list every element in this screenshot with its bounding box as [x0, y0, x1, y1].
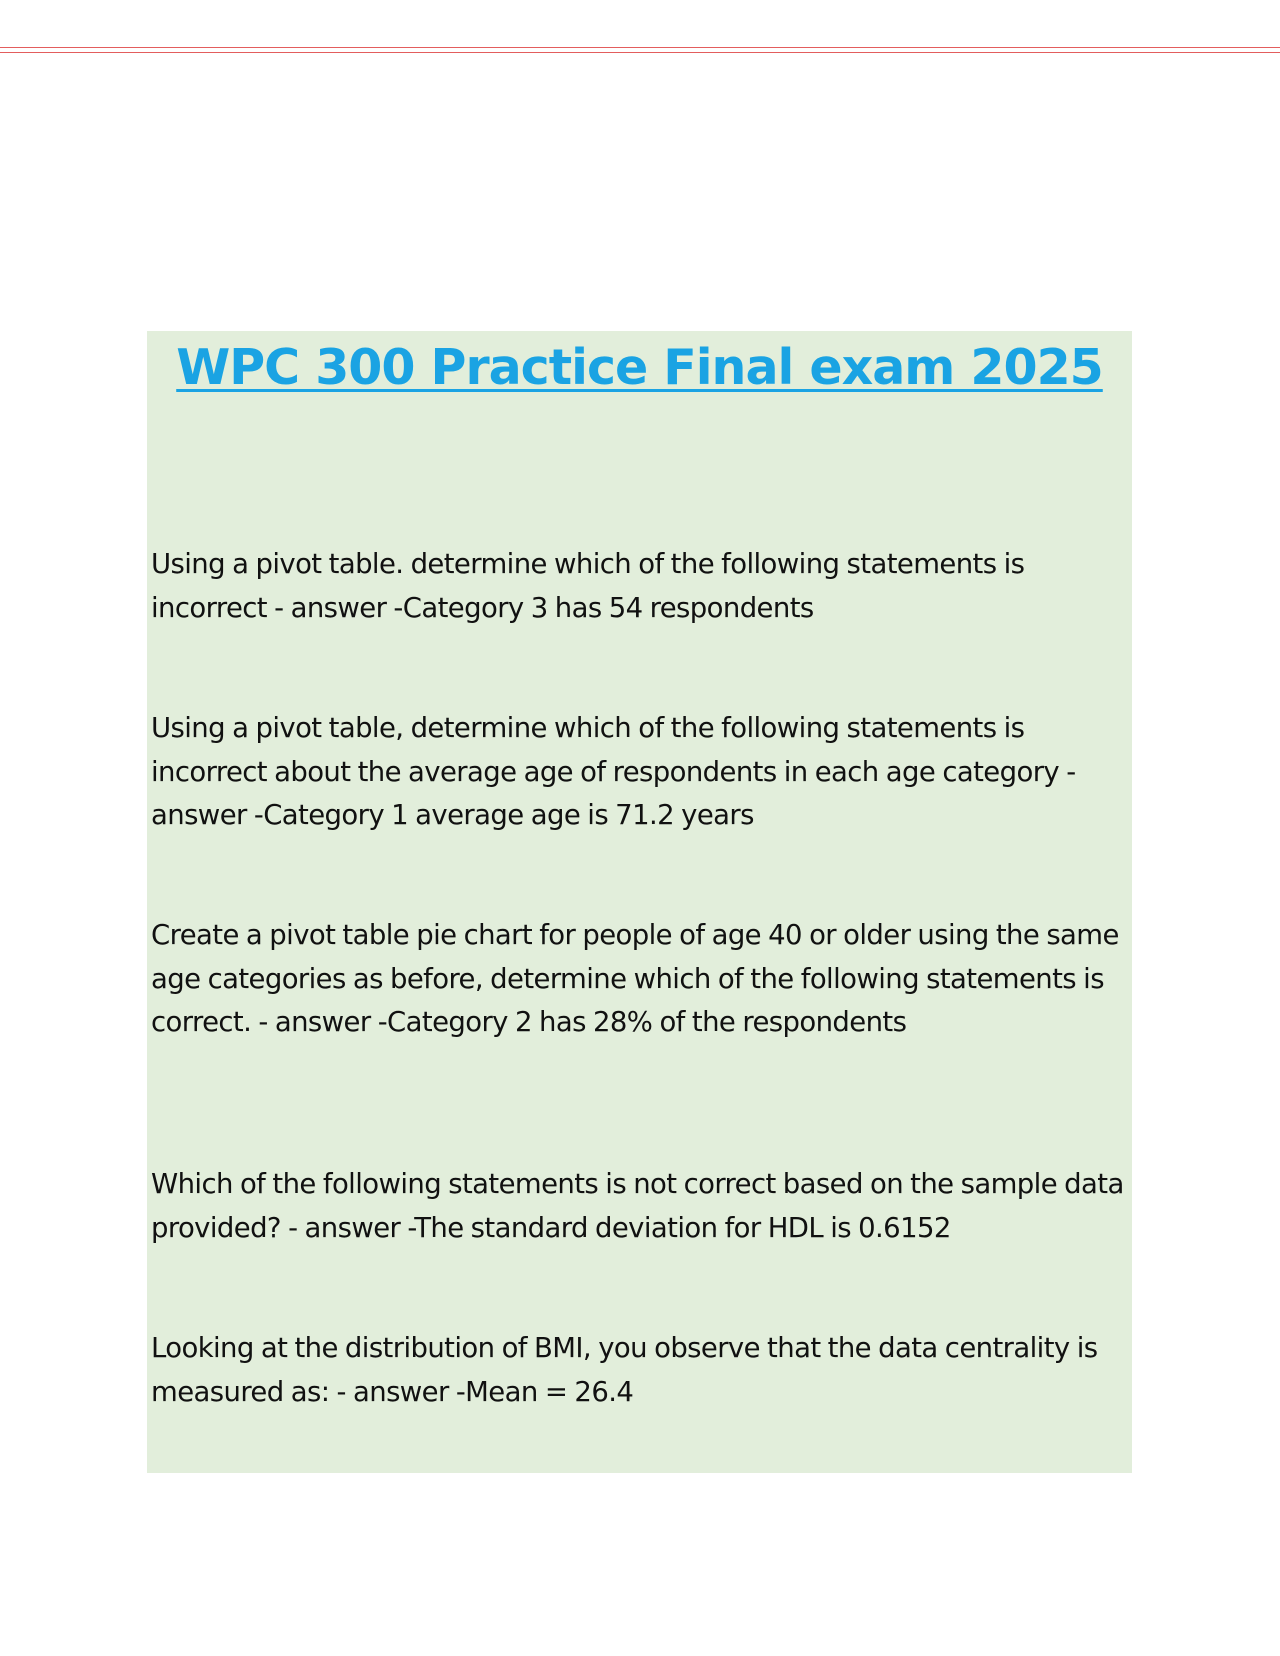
header-rule [0, 47, 1280, 53]
page-title: WPC 300 Practice Final exam 2025 [176, 339, 1103, 396]
qa-item-2: Using a pivot table, determine which of the following statements is incorrect about the average age of respondents in each age category - answer -Category 1 average age is 71.2 years [151, 712, 1076, 831]
qa-item-5: Looking at the distribution of BMI, you observe that the data centrality is measured as: - answer -Mean = 26.4 [151, 1332, 1098, 1408]
content-panel [147, 331, 1132, 1473]
qa-item-4: Which of the following statements is not correct based on the sample data provided? - answer -The standard deviation for HDL is 0.6152 [151, 1168, 1124, 1244]
qa-item-1: Using a pivot table. determine which of the following statements is incorrect - answer -Category 3 has 54 respondents [151, 548, 1025, 624]
qa-item-3: Create a pivot table pie chart for people of age 40 or older using the same age categories as before, determine which of the following statements is correct. - answer -Category 2 has 28% of the respondents [151, 919, 1119, 1038]
